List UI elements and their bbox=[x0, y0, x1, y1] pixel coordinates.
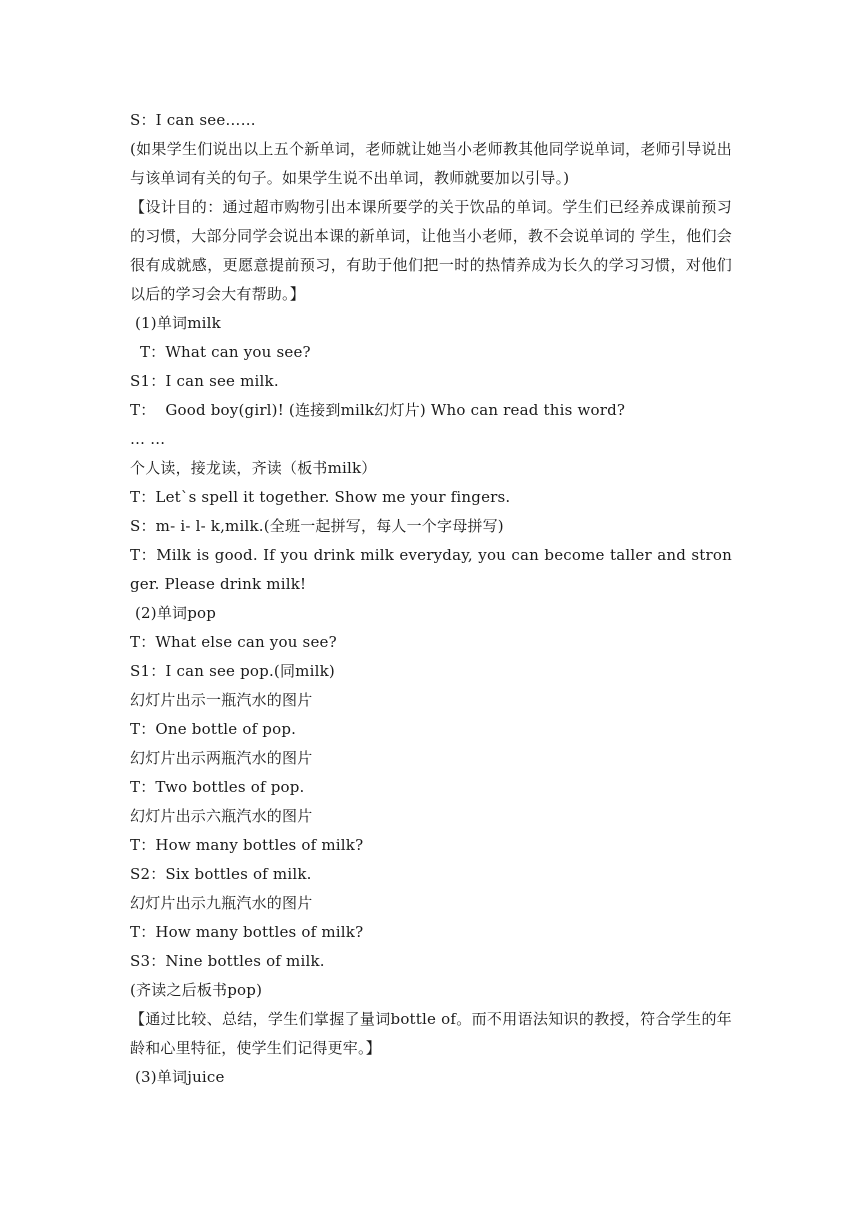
document-page bbox=[130, 106, 732, 1092]
text-line: 幻灯片出示九瓶汽水的图片 bbox=[130, 894, 313, 912]
text-line: T：Let`s spell it together. Show me your fingers. bbox=[130, 488, 511, 506]
text-line: T：How many bottles of milk? bbox=[130, 836, 364, 854]
design-purpose-note: 【设计目的：通过超市购物引出本课所要学的关于饮品的单词。学生们已经养成课前预习的习惯，大部分同学会说出本课的新单词，让他当小老师，教不会说单词的 学生，他们会很有成就感，更愿意提前预习，有助于他们把一时的热情养成为长久的学习习惯，对他们以后的学习会大有帮助。】 bbox=[130, 198, 732, 303]
text-line: … … bbox=[130, 430, 166, 448]
section-heading-juice: (3)单词juice bbox=[130, 1068, 225, 1086]
text-line: T：One bottle of pop. bbox=[130, 720, 297, 738]
text-line: T：Two bottles of pop. bbox=[130, 778, 305, 796]
text-line: 幻灯片出示一瓶汽水的图片 bbox=[130, 691, 313, 709]
paragraph: T：Milk is good. If you drink milk everyday, you can become taller and stronger. Please drink milk! bbox=[130, 546, 732, 593]
text-line: T：What else can you see? bbox=[130, 633, 337, 651]
text-line: S1：I can see pop.(同milk) bbox=[130, 662, 335, 680]
text-line: S3：Nine bottles of milk. bbox=[130, 952, 325, 970]
text-line: S1：I can see milk. bbox=[130, 372, 279, 390]
text-line: T： Good boy(girl)! (连接到milk幻灯片) Who can read this word? bbox=[130, 401, 626, 419]
paragraph: (如果学生们说出以上五个新单词，老师就让她当小老师教其他同学说单词，老师引导说出与该单词有关的句子。如果学生说不出单词，教师就要加以引导。) bbox=[130, 140, 732, 187]
text-line: 个人读，接龙读，齐读（板书milk） bbox=[130, 459, 377, 477]
text-line: S：m- i- l- k,milk.(全班一起拼写，每人一个字母拼写) bbox=[130, 517, 504, 535]
text-line: T：How many bottles of milk? bbox=[130, 923, 364, 941]
text-line: S：I can see…… bbox=[130, 111, 256, 129]
summary-note: 【通过比较、总结，学生们掌握了量词bottle of。而不用语法知识的教授，符合学生的年龄和心里特征，使学生们记得更牢。】 bbox=[130, 1010, 732, 1057]
text-line: T：What can you see? bbox=[130, 343, 311, 361]
text-line: (齐读之后板书pop) bbox=[130, 981, 263, 999]
section-heading-pop: (2)单词pop bbox=[130, 604, 217, 622]
section-heading-milk: (1)单词milk bbox=[130, 314, 221, 332]
text-line: 幻灯片出示两瓶汽水的图片 bbox=[130, 749, 313, 767]
text-line: S2：Six bottles of milk. bbox=[130, 865, 312, 883]
text-line: 幻灯片出示六瓶汽水的图片 bbox=[130, 807, 313, 825]
